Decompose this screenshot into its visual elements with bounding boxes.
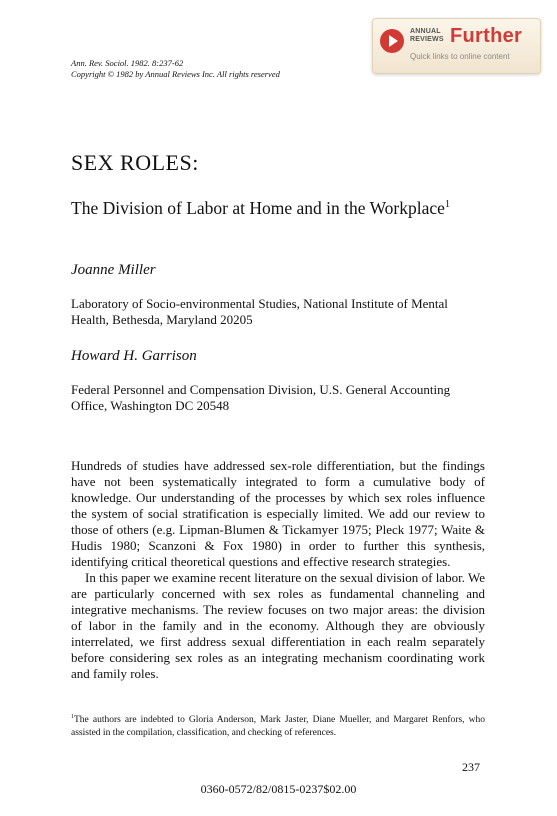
body-paragraph: In this paper we examine recent literature on the sexual division of labor. We are particularly concerned with sex roles as fundamental channeling and integrative mechanisms. The review focuses on two major areas: the division of labor in the family and in the economy. Although they are obviously interrelated, we first address sexual differentiation in each realm separately before considering sex roles as an integrating mechanism coordinating work and family roles. bbox=[71, 570, 485, 681]
badge-tagline[interactable]: Quick links to online content bbox=[410, 52, 510, 61]
page-number: 237 bbox=[462, 760, 480, 774]
body-paragraph: Hundreds of studies have addressed sex-role differentiation, but the findings have not been systematically integrated to form a cumulative body of knowledge. Our understanding of the processes by which sex roles influence the system of social stratification is especially limited. We add our review to those of others (e.g. Lipman-Blumen & Tickamyer 1975; Pleck 1977; Waite & Hudis 1980; Scanzoni & Fox 1980) in order to further this synthesis, identifying critical theoretical questions and effective research strategies. bbox=[71, 458, 485, 569]
journal-citation: Ann. Rev. Sociol. 1982. 8:237-62 bbox=[71, 58, 184, 68]
author-name: Howard H. Garrison bbox=[71, 348, 197, 364]
footnote-mark: 1 bbox=[71, 714, 74, 720]
journal-copyright: Copyright © 1982 by Annual Reviews Inc. All rights reserved bbox=[71, 69, 280, 79]
article-body bbox=[71, 458, 485, 682]
badge-further-label[interactable]: Further bbox=[450, 25, 523, 47]
badge-brand-line2: REVIEWS bbox=[410, 36, 444, 43]
annual-reviews-logo-icon bbox=[380, 29, 404, 53]
author-affiliation: Federal Personnel and Compensation Division, U.S. General Accounting Office, Washington DC 20548 bbox=[71, 382, 451, 413]
article-subtitle-text: The Division of Labor at Home and in the Workplace bbox=[71, 197, 445, 218]
footnote-marker: 1 bbox=[444, 199, 450, 210]
badge-brand bbox=[410, 28, 450, 44]
footnote-text: The authors are indebted to Gloria Anderson, Mark Jaster, Diane Mueller, and Margaret Renfors, who assisted in the compilation, classification, and checking of references. bbox=[71, 715, 485, 739]
article-title: SEX ROLES: bbox=[71, 150, 199, 175]
further-badge[interactable] bbox=[372, 18, 541, 74]
journal-header bbox=[71, 58, 280, 80]
footnote bbox=[71, 711, 485, 740]
article-subtitle bbox=[71, 191, 451, 222]
author-name: Joanne Miller bbox=[71, 262, 156, 278]
article-code: 0360-0572/82/0815-0237$02.00 bbox=[200, 782, 357, 796]
author-affiliation: Laboratory of Socio-environmental Studies, National Institute of Mental Health, Bethesda, Maryland 20205 bbox=[71, 296, 448, 327]
badge-brand-line1: ANNUAL bbox=[410, 28, 441, 35]
